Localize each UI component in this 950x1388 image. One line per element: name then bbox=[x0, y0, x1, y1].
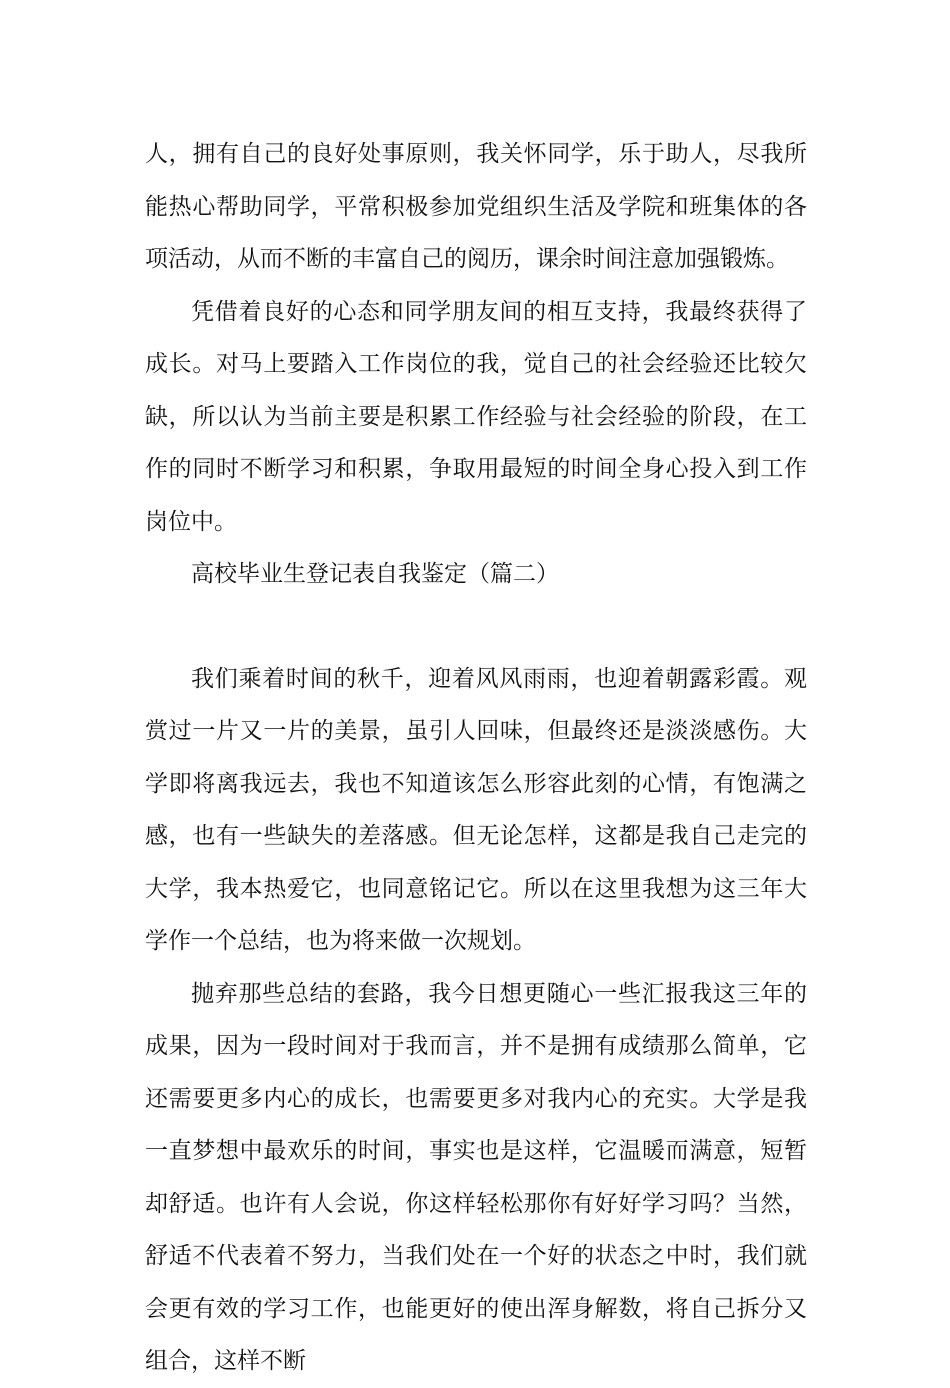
document-body bbox=[145, 128, 807, 1388]
paragraph-continued-from-previous-page: 人，拥有自己的良好处事原则，我关怀同学，乐于助人，尽我所能热心帮助同学，平常积极参加党组织生活及学院和班集体的各项活动，从而不断的丰富自己的阅历，课余时间注意加强锻炼。 bbox=[145, 141, 807, 272]
paragraph-university-reflection: 我们乘着时间的秋千，迎着风风雨雨，也迎着朝露彩霞。观赏过一片又一片的美景，虽引人回味，但最终还是淡淡感伤。大学即将离我远去，我也不知道该怎么形容此刻的心情，有饱满之感，也有一些缺失的差落感。但无论怎样，这都是我自己走完的大学，我本热爱它，也同意铭记它。所以在这里我想为这三年大学作一个总结，也为将来做一次规划。 bbox=[145, 665, 807, 954]
paragraph-three-year-results: 抛弃那些总结的套路，我今日想更随心一些汇报我这三年的成果，因为一段时间对于我而言，并不是拥有成绩那么简单，它还需要更多内心的成长，也需要更多对我内心的充实。大学是我一直梦想中最欢乐的时间，事实也是这样，它温暖而满意，短暂却舒适。也许有人会说，你这样轻松那你有好好学习吗？当然，舒适不代表着不努力，当我们处在一个好的状态之中时，我们就会更有效的学习工作，也能更好的使出浑身解数，将自己拆分又组合，这样不断 bbox=[145, 980, 807, 1374]
section-heading: 高校毕业生登记表自我鉴定（篇二） bbox=[191, 561, 559, 587]
paragraph-growth: 凭借着良好的心态和同学朋友间的相互支持，我最终获得了成长。对马上要踏入工作岗位的我，觉自己的社会经验还比较欠缺，所以认为当前主要是积累工作经验与社会经验的阶段，在工作的同时不断学习和积累，争取用最短的时间全身心投入到工作岗位中。 bbox=[145, 298, 807, 535]
blank-line bbox=[145, 601, 807, 653]
